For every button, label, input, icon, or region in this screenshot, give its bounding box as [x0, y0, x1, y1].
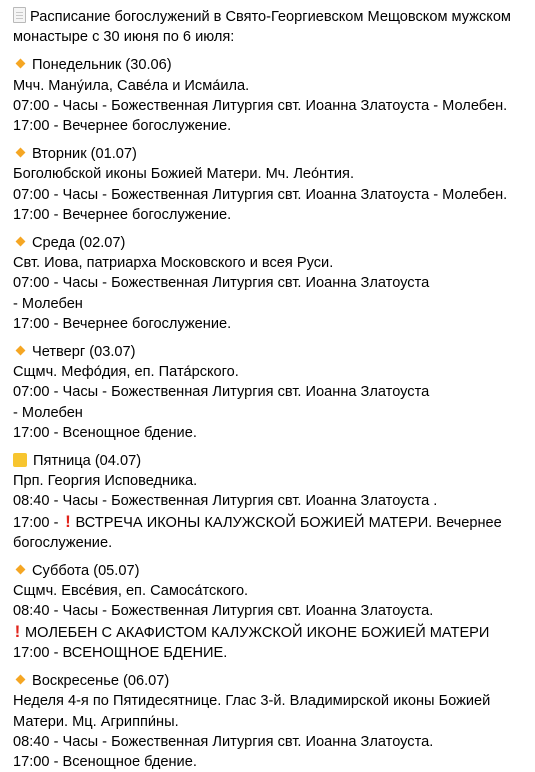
day-thursday	[13, 342, 523, 443]
day-line: 17:00 - Вечернее богослужение.	[13, 118, 232, 135]
orange-diamond-icon	[16, 565, 26, 575]
day-line: 08:40 - Часы - Божественная Литургия свт. Иоанна Златоуста.	[13, 603, 434, 620]
day-line: 17:00 - Вечернее богослужение.	[13, 206, 232, 223]
day-line: 17:00 - ВСЕНОЩНОЕ БДЕНИЕ.	[13, 644, 228, 661]
day-line: 08:40 - Часы - Божественная Литургия свт. Иоанна Златоуста .	[13, 493, 438, 510]
day-line: 17:00 - Вечернее богослужение.	[13, 315, 232, 332]
day-saturday	[13, 561, 523, 663]
day-line: Мчч. Ману́ила, Саве́ла и Исма́ила.	[13, 77, 250, 94]
day-friday	[13, 451, 523, 553]
special-event-line: ! МОЛЕБЕН С АКАФИСТОМ КАЛУЖСКОЙ ИКОНЕ БОЖИЕЙ МАТЕРИ	[14, 621, 490, 641]
day-line: Сщмч. Евсе́вия, еп. Самоса́тского.	[13, 583, 249, 600]
orange-diamond-icon	[16, 148, 26, 158]
day-line: Неделя 4-я по Пятидесятнице. Глас 3-й. Владимирской иконы Божией	[13, 693, 491, 710]
schedule-header	[13, 7, 523, 47]
day-tuesday	[13, 144, 523, 225]
orange-diamond-icon	[16, 59, 26, 69]
header-line-1: Расписание богослужений в Свято-Георгиевском Мещовском мужском	[13, 7, 523, 27]
day-line: - Молебен	[13, 404, 83, 421]
day-line: 08:40 - Часы - Божественная Литургия свт. Иоанна Златоуста.	[13, 733, 434, 750]
red-exclamation-icon: !	[65, 511, 71, 531]
day-line: 07:00 - Часы - Божественная Литургия свт. Иоанна Златоуста	[13, 384, 430, 401]
day-sunday	[13, 671, 523, 772]
special-event-line-cont: богослужение.	[13, 534, 113, 551]
red-exclamation-icon: !	[14, 621, 21, 641]
day-title: Понедельник (30.06)	[13, 55, 523, 75]
day-title: Пятница (04.07)	[13, 451, 523, 471]
yellow-square-icon	[13, 453, 27, 467]
day-line: 07:00 - Часы - Божественная Литургия свт. Иоанна Златоуста - Молебен.	[13, 186, 508, 203]
day-title: Четверг (03.07)	[13, 342, 523, 362]
day-line: Матери. Мц. Агриппи́ны.	[13, 713, 179, 730]
day-monday	[13, 55, 523, 136]
document-icon	[13, 7, 26, 23]
orange-diamond-icon	[16, 675, 26, 685]
day-title: Воскресенье (06.07)	[13, 671, 523, 691]
header-line-2: монастыре с 30 июня по 6 июля:	[13, 29, 235, 46]
day-title: Суббота (05.07)	[13, 561, 523, 581]
day-wednesday	[13, 233, 523, 334]
day-line: - Молебен	[13, 295, 83, 312]
special-event-line: 17:00 - ! ВСТРЕЧА ИКОНЫ КАЛУЖСКОЙ БОЖИЕЙ МАТЕРИ. Вечернее	[13, 511, 502, 531]
orange-diamond-icon	[16, 346, 26, 356]
day-line: Прп. Георгия Исповедника.	[13, 473, 198, 490]
day-line: 07:00 - Часы - Божественная Литургия свт. Иоанна Златоуста - Молебен.	[13, 97, 508, 114]
day-line: Свт. Иова, патриарха Московского и всея Руси.	[13, 255, 334, 272]
day-title: Среда (02.07)	[13, 233, 523, 253]
day-title: Вторник (01.07)	[13, 144, 523, 164]
day-line: Сщмч. Мефо́дия, еп. Пата́рского.	[13, 364, 239, 381]
day-line: 07:00 - Часы - Божественная Литургия свт. Иоанна Златоуста	[13, 275, 430, 292]
day-line: Боголюбской иконы Божией Матери. Мч. Лео́нтия.	[13, 166, 355, 183]
day-line: 17:00 - Всенощное бдение.	[13, 424, 197, 441]
orange-diamond-icon	[16, 237, 26, 247]
day-line: 17:00 - Всенощное бдение.	[13, 753, 197, 770]
